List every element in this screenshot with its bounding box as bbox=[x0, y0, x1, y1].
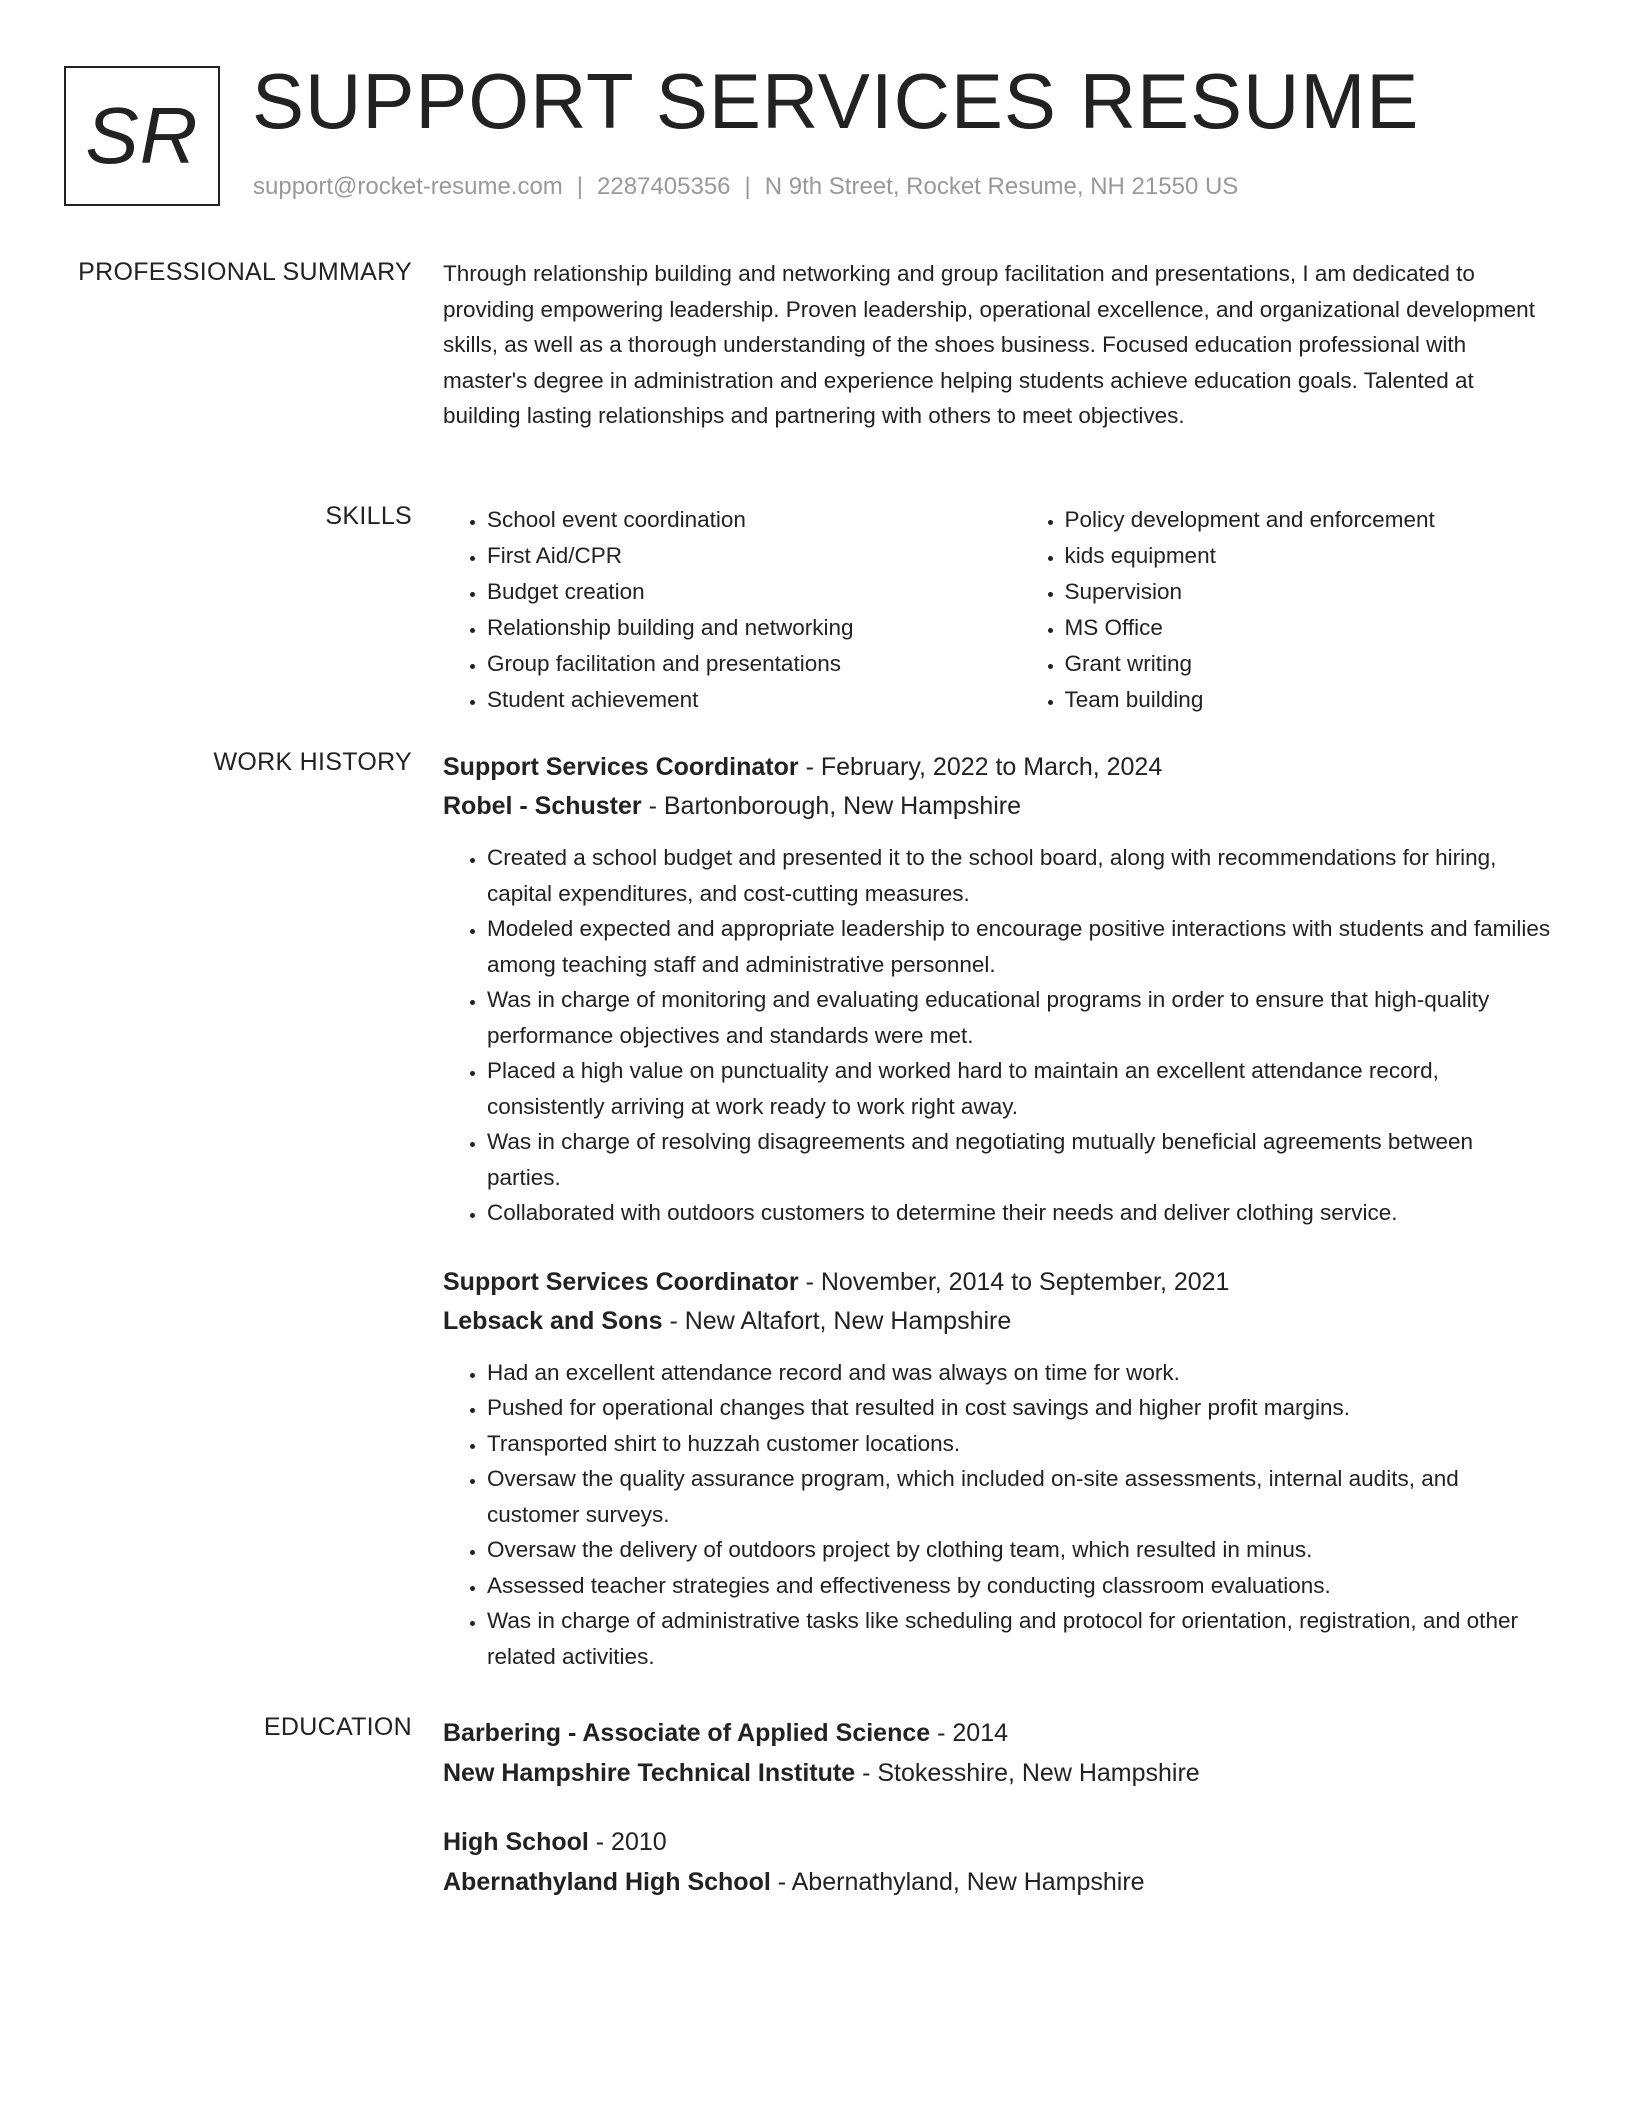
resume-title: SUPPORT SERVICES RESUME bbox=[252, 57, 1420, 145]
education-degree: High School bbox=[443, 1828, 589, 1856]
section-label-work-history: WORK HISTORY bbox=[213, 748, 412, 776]
monogram-box bbox=[64, 66, 220, 206]
job-bullet: • Placed a high value on punctuality and worked hard to maintain an excellent attendance record, consistently arriving at work ready to work right away. bbox=[487, 1053, 1553, 1124]
contact-email: support@rocket-resume.com bbox=[253, 173, 563, 200]
job-company: Robel - Schuster bbox=[443, 792, 642, 820]
education-content bbox=[443, 1713, 1553, 1902]
contact-separator: | bbox=[576, 173, 584, 200]
job-company-line bbox=[443, 1302, 1553, 1341]
skill-item: • Group facilitation and presentations bbox=[487, 646, 976, 682]
skill-item: • Policy development and enforcement bbox=[1065, 502, 1554, 538]
job-bullet: • Oversaw the delivery of outdoors project by clothing team, which resulted in minus. bbox=[487, 1532, 1553, 1568]
education-entry bbox=[443, 1713, 1553, 1793]
section-label-summary: PROFESSIONAL SUMMARY bbox=[78, 258, 412, 286]
skill-item: • Supervision bbox=[1065, 574, 1554, 610]
education-degree-line bbox=[443, 1822, 1553, 1862]
education-degree-line bbox=[443, 1713, 1553, 1753]
education-school-line bbox=[443, 1753, 1553, 1793]
skill-item: • Budget creation bbox=[487, 574, 976, 610]
job-bullet: • Oversaw the quality assurance program, which included on-site assessments, internal audits, and customer surveys. bbox=[487, 1461, 1553, 1532]
section-label-education: EDUCATION bbox=[263, 1713, 412, 1741]
job-title: Support Services Coordinator bbox=[443, 753, 799, 781]
job-bullet: • Was in charge of monitoring and evaluating educational programs in order to ensure that high-quality performance objectives and standards were met. bbox=[487, 982, 1553, 1053]
job-dates: - November, 2014 to September, 2021 bbox=[798, 1267, 1230, 1296]
job-company-line bbox=[443, 787, 1553, 826]
education-school-line bbox=[443, 1862, 1553, 1902]
job-entry bbox=[443, 748, 1553, 1231]
education-school: Abernathyland High School bbox=[443, 1868, 771, 1896]
job-dates: - February, 2022 to March, 2024 bbox=[798, 753, 1163, 781]
job-bullet: • Had an excellent attendance record and was always on time for work. bbox=[487, 1355, 1553, 1391]
contact-line bbox=[253, 173, 1238, 201]
job-bullet: • Was in charge of resolving disagreements and negotiating mutually beneficial agreements between parties. bbox=[487, 1124, 1553, 1195]
skill-item: • First Aid/CPR bbox=[487, 538, 976, 574]
skill-item: • Relationship building and networking bbox=[487, 610, 976, 646]
job-entry bbox=[443, 1263, 1553, 1675]
job-bullets bbox=[443, 840, 1553, 1231]
job-bullet: • Assessed teacher strategies and effectiveness by conducting classroom evaluations. bbox=[487, 1568, 1553, 1604]
contact-address: N 9th Street, Rocket Resume, NH 21550 US bbox=[764, 173, 1239, 200]
job-title: Support Services Coordinator bbox=[443, 1267, 799, 1296]
skills-content bbox=[443, 502, 1553, 718]
job-company: Lebsack and Sons bbox=[443, 1306, 663, 1335]
skill-item: • Student achievement bbox=[487, 682, 976, 718]
job-title-line bbox=[443, 748, 1553, 787]
job-bullet: • Transported shirt to huzzah customer locations. bbox=[487, 1426, 1553, 1462]
job-bullets bbox=[443, 1355, 1553, 1675]
contact-phone: 2287405356 bbox=[597, 173, 731, 200]
education-year: - 2014 bbox=[930, 1719, 1009, 1747]
job-title-line bbox=[443, 1263, 1553, 1302]
skills-list-left bbox=[443, 502, 976, 718]
skill-item: • School event coordination bbox=[487, 502, 976, 538]
skill-item: • kids equipment bbox=[1065, 538, 1554, 574]
job-bullet: • Modeled expected and appropriate leadership to encourage positive interactions with students and families among teaching staff and administrative personnel. bbox=[487, 911, 1553, 982]
job-bullet: • Created a school budget and presented it to the school board, along with recommendations for hiring, capital expenditures, and cost-cutting measures. bbox=[487, 840, 1553, 911]
summary-content bbox=[443, 256, 1553, 434]
skill-item: • Team building bbox=[1065, 682, 1554, 718]
education-degree: Barbering - Associate of Applied Science bbox=[443, 1719, 931, 1747]
education-location: - Stokesshire, New Hampshire bbox=[855, 1759, 1200, 1787]
job-location: - New Altafort, New Hampshire bbox=[662, 1306, 1012, 1335]
section-label-skills: SKILLS bbox=[325, 502, 412, 530]
job-location: - Bartonborough, New Hampshire bbox=[641, 792, 1022, 820]
summary-text: Through relationship building and networking and group facilitation and presentations, I am dedicated to providing empowering leadership. Proven leadership, operational excellence, and organizational development skills, as well as a thorough understanding of the shoes business. Focused education professional with master's degree in administration and experience helping students achieve education goals. Talented at building lasting relationships and partnering with others to meet objectives. bbox=[443, 261, 1535, 428]
job-bullet: • Pushed for operational changes that resulted in cost savings and higher profit margins. bbox=[487, 1390, 1553, 1426]
job-bullet: • Collaborated with outdoors customers to determine their needs and deliver clothing service. bbox=[487, 1195, 1553, 1231]
work-history-content bbox=[443, 748, 1553, 1674]
education-school: New Hampshire Technical Institute bbox=[443, 1759, 856, 1787]
education-location: - Abernathyland, New Hampshire bbox=[770, 1868, 1145, 1896]
job-bullet: • Was in charge of administrative tasks like scheduling and protocol for orientation, registration, and other related activities. bbox=[487, 1603, 1553, 1674]
monogram-initials: SR bbox=[85, 91, 199, 180]
education-year: - 2010 bbox=[588, 1828, 667, 1856]
education-entry bbox=[443, 1822, 1553, 1902]
skills-list-right bbox=[1021, 502, 1554, 718]
contact-separator: | bbox=[744, 173, 751, 200]
skill-item: • MS Office bbox=[1065, 610, 1554, 646]
skill-item: • Grant writing bbox=[1065, 646, 1554, 682]
